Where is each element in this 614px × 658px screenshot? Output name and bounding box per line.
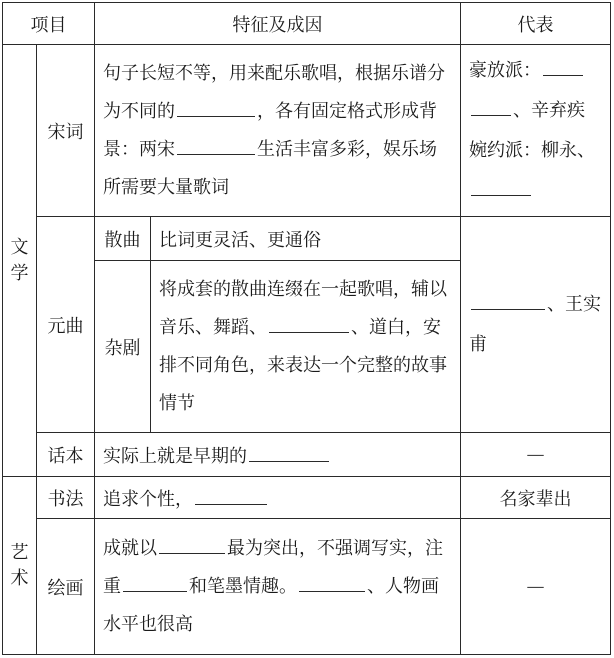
rep-yuanqu-text: 、王实甫 [469, 293, 601, 355]
section-literature-char-1: 文 [10, 236, 29, 258]
feature-songci-text-d: 生活丰富多彩，娱乐场所需要大量歌词 [103, 138, 437, 198]
feature-shufa [95, 477, 461, 519]
feature-zaju-text-a: 将成套的散曲连缀在一起歌唱，辅以音乐、舞蹈、 [159, 278, 447, 338]
section-art-char-1: 艺 [10, 541, 29, 563]
dash-mark: — [526, 576, 545, 597]
feature-huaben-text: 实际上就是早期的 [103, 445, 247, 467]
table-row-sanqu [3, 217, 611, 261]
header-representative: 代表 [461, 3, 611, 45]
feature-huihua-text-a: 成就以 [103, 537, 157, 559]
blank-line [471, 308, 545, 310]
rep-songci-text-b: 、辛弃疾 [513, 99, 585, 121]
row-label-zaju: 杂剧 [95, 261, 151, 433]
rep-songci-text-a: 豪放派： [469, 59, 541, 81]
section-art-char-2: 术 [10, 567, 29, 589]
feature-huaben [95, 433, 461, 477]
blank-line [471, 114, 511, 116]
row-label-shufa: 书法 [37, 477, 95, 519]
feature-huihua-text-d: 、人物画水平也很高 [103, 575, 439, 635]
row-label-huihua: 绘画 [37, 519, 95, 655]
rep-songci [461, 45, 611, 217]
header-row [3, 3, 611, 45]
blank-line [177, 115, 255, 117]
feature-songci-text-b: ，各有固定格式 [257, 100, 383, 122]
section-literature-char-2: 学 [10, 262, 29, 284]
rep-shufa: 名家辈出 [461, 477, 611, 519]
feature-zaju [151, 261, 461, 433]
blank-line [471, 194, 531, 196]
table-row-shufa [3, 477, 611, 519]
blank-line [299, 590, 365, 592]
table-row-songci [3, 45, 611, 217]
blank-line [249, 460, 329, 462]
section-literature [3, 45, 37, 477]
section-art [3, 477, 37, 655]
rep-songci-text-c: 婉约派：柳永、 [469, 139, 595, 161]
summary-table [2, 2, 611, 655]
rep-huaben [461, 433, 611, 477]
feature-huihua [95, 519, 461, 655]
rep-huihua [461, 519, 611, 655]
blank-line [123, 590, 187, 592]
dash-mark: — [526, 444, 545, 465]
feature-zaju-text-b: 、道白，安排不同角色，来表达一个完整的故事情节 [159, 316, 447, 414]
feature-songci [95, 45, 461, 217]
blank-line [177, 153, 255, 155]
header-item: 项目 [3, 3, 95, 45]
rep-yuanqu [461, 217, 611, 433]
row-label-yuanqu: 元曲 [37, 217, 95, 433]
blank-line [543, 74, 583, 76]
table-row-huaben [3, 433, 611, 477]
blank-line [159, 552, 225, 554]
row-label-sanqu: 散曲 [95, 217, 151, 261]
feature-shufa-text: 追求个性， [103, 488, 193, 510]
table-row-huihua [3, 519, 611, 655]
feature-sanqu: 比词更灵活、更通俗 [151, 217, 461, 261]
feature-songci-text-c: 形成背景：两宋 [103, 100, 437, 160]
feature-huihua-text-c: 和笔墨情趣。 [189, 575, 297, 597]
blank-line [195, 503, 267, 505]
header-feature: 特征及成因 [95, 3, 461, 45]
row-label-songci: 宋词 [37, 45, 95, 217]
feature-songci-text-a: 句子长短不等，用来配乐歌唱，根据乐谱分为不同的 [103, 62, 445, 122]
feature-huihua-text-b: 最为突出，不强调写实，注重 [103, 537, 443, 597]
row-label-huaben: 话本 [37, 433, 95, 477]
blank-line [269, 331, 349, 333]
